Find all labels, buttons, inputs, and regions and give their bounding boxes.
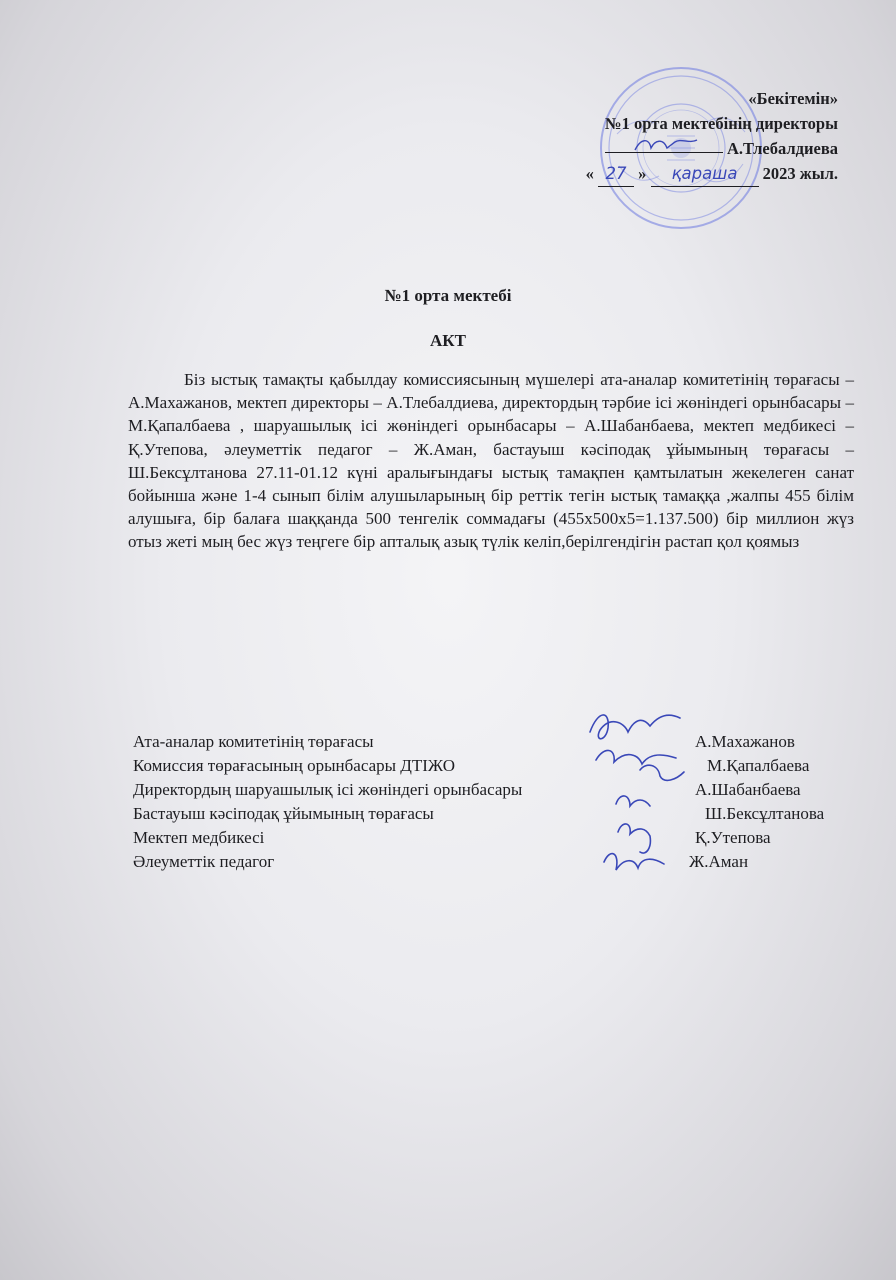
school-title: №1 орта мектебі [384, 286, 512, 305]
director-signature-blank [605, 136, 723, 153]
date-day: 27 [598, 161, 634, 187]
approval-date [586, 161, 838, 187]
date-close-quote: » [638, 164, 647, 183]
signers-list [133, 730, 863, 874]
signer-name: А.Шабанбаева [695, 780, 801, 799]
signer-name: Қ.Утепова [695, 828, 771, 847]
approval-signature-line [586, 136, 838, 161]
signer-role: Бастауыш кәсіподақ ұйымының төрағасы [133, 804, 434, 823]
approval-name: А.Тлебалдиева [726, 139, 838, 158]
signer-name: Ш.Бексұлтанова [705, 804, 825, 823]
signer-role: Комиссия төрағасының орынбасары ДТІЖО [133, 756, 456, 775]
signer-name: Ж.Аман [689, 852, 749, 871]
approval-position: №1 орта мектебінің директоры [605, 114, 838, 133]
signer-name: А.Махажанов [695, 732, 795, 751]
signer-role: Мектеп медбикесі [133, 828, 265, 847]
signer-name: М.Қапалбаева [707, 756, 810, 775]
date-year: 2023 жыл. [762, 164, 838, 183]
signer-role: Директордың шаруашылық ісі жөніндегі орынбасары [133, 780, 523, 799]
date-month: қараша [651, 161, 759, 187]
document-title: АКТ [430, 331, 466, 350]
act-body-paragraph: Біз ыстық тамақты қабылдау комиссиясының мүшелері ата-аналар комитетінің төрағасы – А.Махажанов, мектеп директоры – А.Тлебалдиева, директордың тәрбие ісі жөніндегі орынбасары – М.Қапалбаева , шаруашылық ісі жөніндегі орынбасары – А.Шабанбаева, мектеп медбикесі – Қ.Утепова, әлеуметтік педагог – Ж.Аман, бастауыш кәсіподақ ұйымының төрағасы – Ш.Бексұлтанова 27.11-01.12 күні аралығындағы ыстық тамақпен қамтылатын жекелеген санат бойынша және 1-4 сынып білім алушыларының бір реттік тегін ыстық тамаққа ,жалпы 455 білім алушыға, бір балаға шаққанда 500 тенгелік соммадағы (455х500х5=1.137.500) бір миллион жүз отыз жеті мың бес жүз теңгеге бір апталық азық түлік келіп,берілгендігін растап қол қоямыз [128, 370, 854, 552]
signer-row [133, 778, 863, 802]
signer-row [133, 826, 863, 850]
director-signature [605, 136, 723, 154]
date-open-quote: « [585, 164, 594, 183]
approval-heading: «Бекітемін» [748, 89, 838, 108]
signer-row [133, 850, 863, 874]
signer-role: Әлеуметтік педагог [133, 852, 275, 871]
signer-row [133, 802, 863, 826]
signer-role: Ата-аналар комитетінің төрағасы [133, 732, 374, 751]
signer-row [133, 730, 863, 754]
signer-row [133, 754, 863, 778]
approval-block [586, 86, 838, 187]
